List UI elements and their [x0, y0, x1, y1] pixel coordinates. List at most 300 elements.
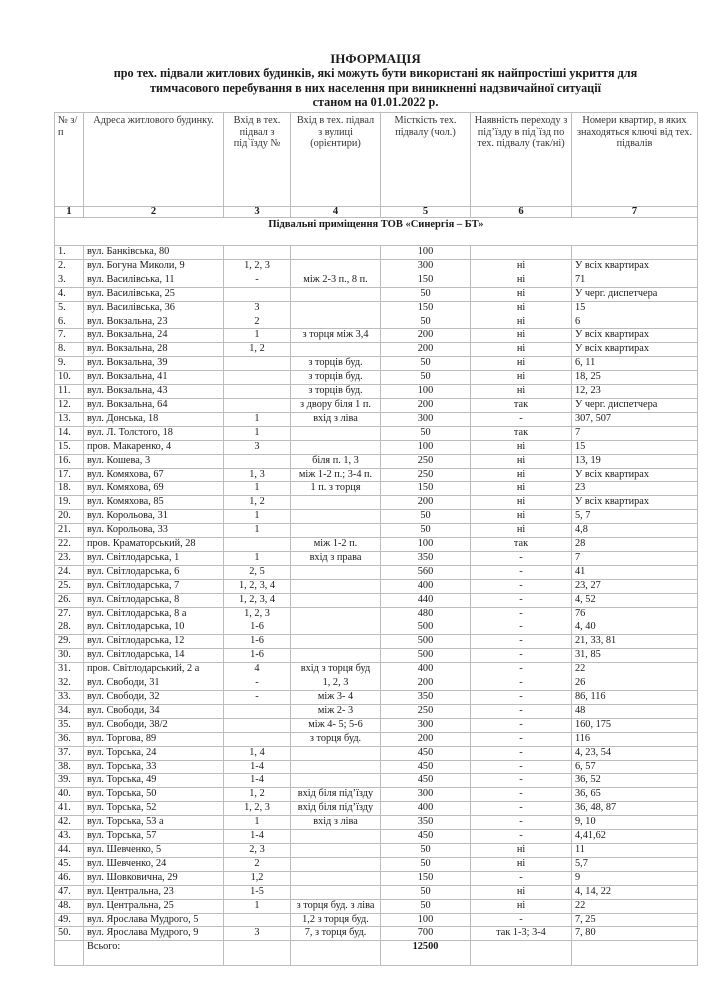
cell-row-number: 32. — [55, 677, 84, 691]
cell-capacity: 480 — [381, 607, 471, 621]
cell-entrance-street — [291, 857, 381, 871]
cell-entrance-street: з торця між 3,4 — [291, 329, 381, 343]
table-row — [55, 524, 698, 538]
cell-key-apartments: У черг. диспетчера — [572, 398, 698, 412]
table-row — [55, 663, 698, 677]
cell-key-apartments: 9 — [572, 871, 698, 885]
table-row — [55, 746, 698, 760]
table-row — [55, 607, 698, 621]
cell-key-apartments: 4,8 — [572, 524, 698, 538]
cell-capacity: 450 — [381, 760, 471, 774]
cell-row-number: 6. — [55, 315, 84, 329]
table-row — [55, 691, 698, 705]
cell-passage: ні — [471, 899, 572, 913]
cell-address: вул. Свободи, 34 — [84, 704, 224, 718]
table-row — [55, 830, 698, 844]
cell-capacity: 50 — [381, 524, 471, 538]
table-row — [55, 398, 698, 412]
cell-key-apartments: 15 — [572, 440, 698, 454]
table-row — [55, 315, 698, 329]
title-subheading-2: тимчасового перебування в них населення при виникненні надзвичайної ситуації — [150, 81, 601, 95]
cell-entrance-street: з торця буд. — [291, 732, 381, 746]
cell-address: вул. Світлодарська, 10 — [84, 621, 224, 635]
cell-address: вул. Свободи, 31 — [84, 677, 224, 691]
table-row — [55, 802, 698, 816]
cell-passage: - — [471, 649, 572, 663]
cell-capacity: 350 — [381, 551, 471, 565]
table-row — [55, 843, 698, 857]
cell-entrance-street — [291, 259, 381, 273]
cell-capacity: 50 — [381, 899, 471, 913]
cell-capacity: 100 — [381, 246, 471, 260]
header-passage: Наявність переходу з під’їзду в під`їзд по тех. підвалу (так/ні) — [471, 113, 572, 207]
cell-entrance-stairwell: 2, 5 — [224, 565, 291, 579]
cell-passage: ні — [471, 496, 572, 510]
cell-row-number: 26. — [55, 593, 84, 607]
cell-address: вул. Торська, 49 — [84, 774, 224, 788]
cell-capacity: 50 — [381, 426, 471, 440]
cell-entrance-stairwell: 2, 3 — [224, 843, 291, 857]
cell-capacity: 200 — [381, 343, 471, 357]
table-row — [55, 732, 698, 746]
table-row — [55, 412, 698, 426]
cell-key-apartments: У всіх квартирах — [572, 468, 698, 482]
cell-entrance-stairwell: 3 — [224, 927, 291, 941]
table-row — [55, 551, 698, 565]
cell-key-apartments: 7, 25 — [572, 913, 698, 927]
cell-entrance-stairwell — [224, 398, 291, 412]
cell-entrance-street: між 1-2 п.; 3-4 п. — [291, 468, 381, 482]
table-row — [55, 454, 698, 468]
cell-key-apartments: 76 — [572, 607, 698, 621]
cell-key-apartments: 7 — [572, 426, 698, 440]
total-label: Всього: — [84, 941, 224, 966]
cell-entrance-street: вхід з ліва — [291, 412, 381, 426]
table-row — [55, 788, 698, 802]
cell-entrance-stairwell: 1, 2, 3, 4 — [224, 579, 291, 593]
table-row — [55, 927, 698, 941]
cell-key-apartments: 6 — [572, 315, 698, 329]
cell-entrance-stairwell: - — [224, 691, 291, 705]
table-row — [55, 621, 698, 635]
cell-passage: - — [471, 913, 572, 927]
cell-entrance-stairwell: 1, 2, 3 — [224, 259, 291, 273]
cell-passage: так — [471, 426, 572, 440]
cell-key-apartments: 71 — [572, 273, 698, 287]
cell-capacity: 50 — [381, 371, 471, 385]
cell-entrance-stairwell: 3 — [224, 301, 291, 315]
cell-key-apartments: 36, 65 — [572, 788, 698, 802]
cell-capacity: 50 — [381, 857, 471, 871]
cell-entrance-street — [291, 649, 381, 663]
cell-passage: - — [471, 746, 572, 760]
cell-address: вул. Корольова, 31 — [84, 510, 224, 524]
cell-row-number: 45. — [55, 857, 84, 871]
table-row — [55, 246, 698, 260]
cell-row-number: 33. — [55, 691, 84, 705]
cell-key-apartments: 18, 25 — [572, 371, 698, 385]
cell-entrance-street: 1 п. з торця — [291, 482, 381, 496]
header-address: Адреса житлового будинку. — [84, 113, 224, 207]
cell-key-apartments: 160, 175 — [572, 718, 698, 732]
cell-entrance-street — [291, 287, 381, 301]
total-value: 12500 — [381, 941, 471, 966]
table-row — [55, 774, 698, 788]
cell-row-number: 3. — [55, 273, 84, 287]
cell-address: вул. Вокзальна, 23 — [84, 315, 224, 329]
cell-row-number: 39. — [55, 774, 84, 788]
cell-passage: ні — [471, 329, 572, 343]
total-empty-cell — [471, 941, 572, 966]
cell-passage: так 1-3; 3-4 — [471, 927, 572, 941]
table-row — [55, 538, 698, 552]
table-row — [55, 273, 698, 287]
column-number-row — [55, 207, 698, 218]
cell-row-number: 30. — [55, 649, 84, 663]
cell-passage: ні — [471, 454, 572, 468]
cell-entrance-street: між 2- 3 — [291, 704, 381, 718]
table-row — [55, 885, 698, 899]
cell-address: вул. Торська, 24 — [84, 746, 224, 760]
cell-address: вул. Світлодарська, 1 — [84, 551, 224, 565]
cell-capacity: 300 — [381, 718, 471, 732]
cell-row-number: 5. — [55, 301, 84, 315]
cell-key-apartments: 4, 52 — [572, 593, 698, 607]
cell-row-number: 13. — [55, 412, 84, 426]
cell-passage: ні — [471, 259, 572, 273]
table-row — [55, 440, 698, 454]
cell-capacity: 500 — [381, 635, 471, 649]
cell-capacity: 500 — [381, 649, 471, 663]
cell-address: вул. Ярослава Мудрого, 9 — [84, 927, 224, 941]
cell-row-number: 14. — [55, 426, 84, 440]
cell-entrance-street — [291, 635, 381, 649]
cell-entrance-stairwell: 1-6 — [224, 621, 291, 635]
cell-row-number: 7. — [55, 329, 84, 343]
cell-capacity: 300 — [381, 259, 471, 273]
cell-key-apartments: 26 — [572, 677, 698, 691]
cell-key-apartments: 13, 19 — [572, 454, 698, 468]
cell-key-apartments: 5, 7 — [572, 510, 698, 524]
cell-passage: - — [471, 760, 572, 774]
cell-entrance-stairwell — [224, 371, 291, 385]
cell-address: вул. Богуна Миколи, 9 — [84, 259, 224, 273]
cell-capacity: 100 — [381, 440, 471, 454]
cell-key-apartments: 15 — [572, 301, 698, 315]
cell-capacity: 250 — [381, 704, 471, 718]
cell-passage: ні — [471, 885, 572, 899]
cell-row-number: 11. — [55, 385, 84, 399]
cell-entrance-stairwell: 1 — [224, 510, 291, 524]
cell-capacity: 300 — [381, 788, 471, 802]
cell-entrance-street — [291, 510, 381, 524]
cell-entrance-stairwell — [224, 454, 291, 468]
cell-capacity: 250 — [381, 454, 471, 468]
cell-capacity: 100 — [381, 385, 471, 399]
cell-address: вул. Центральна, 25 — [84, 899, 224, 913]
cell-capacity: 50 — [381, 885, 471, 899]
cell-row-number: 17. — [55, 468, 84, 482]
cell-entrance-street — [291, 579, 381, 593]
cell-address: вул. Вокзальна, 28 — [84, 343, 224, 357]
column-number: 7 — [572, 207, 698, 218]
total-row — [55, 941, 698, 966]
cell-passage: так — [471, 538, 572, 552]
cell-key-apartments: У всіх квартирах — [572, 259, 698, 273]
cell-address: вул. Комяхова, 67 — [84, 468, 224, 482]
cell-address: вул. Донська, 18 — [84, 412, 224, 426]
column-number: 6 — [471, 207, 572, 218]
cell-row-number: 1. — [55, 246, 84, 260]
cell-entrance-street — [291, 830, 381, 844]
cell-capacity: 150 — [381, 871, 471, 885]
cell-entrance-street — [291, 565, 381, 579]
cell-passage: ні — [471, 287, 572, 301]
cell-address: вул. Л. Толстого, 18 — [84, 426, 224, 440]
cell-entrance-street: між 3- 4 — [291, 691, 381, 705]
cell-passage: ні — [471, 524, 572, 538]
cell-address: вул. Вокзальна, 64 — [84, 398, 224, 412]
cell-entrance-stairwell — [224, 385, 291, 399]
cell-key-apartments: 36, 48, 87 — [572, 802, 698, 816]
cell-entrance-street: між 4- 5; 5-6 — [291, 718, 381, 732]
cell-entrance-stairwell: 1-4 — [224, 760, 291, 774]
cell-address: вул. Торська, 53 а — [84, 816, 224, 830]
cell-entrance-street: вхід з права — [291, 551, 381, 565]
cell-passage: - — [471, 607, 572, 621]
table-row — [55, 357, 698, 371]
cell-key-apartments: 4, 23, 54 — [572, 746, 698, 760]
cell-entrance-stairwell: 1 — [224, 426, 291, 440]
cell-entrance-stairwell — [224, 913, 291, 927]
cell-passage: - — [471, 677, 572, 691]
cell-entrance-street — [291, 871, 381, 885]
cell-capacity: 450 — [381, 746, 471, 760]
cell-passage: - — [471, 551, 572, 565]
cell-passage: ні — [471, 468, 572, 482]
cell-key-apartments: 5,7 — [572, 857, 698, 871]
cell-capacity: 200 — [381, 496, 471, 510]
cell-entrance-street — [291, 885, 381, 899]
cell-entrance-stairwell: 1, 2, 3 — [224, 802, 291, 816]
cell-row-number: 20. — [55, 510, 84, 524]
cell-key-apartments: 22 — [572, 899, 698, 913]
cell-row-number: 2. — [55, 259, 84, 273]
cell-key-apartments: 4,41,62 — [572, 830, 698, 844]
cell-address: вул. Корольова, 33 — [84, 524, 224, 538]
cell-address: вул. Свободи, 38/2 — [84, 718, 224, 732]
header-entrance-from-street: Вхід в тех. підвал з вулиці (орієнтири) — [291, 113, 381, 207]
cell-entrance-stairwell: 1,2 — [224, 871, 291, 885]
cell-passage: - — [471, 593, 572, 607]
cell-address: вул. Світлодарська, 8 а — [84, 607, 224, 621]
cell-capacity: 350 — [381, 691, 471, 705]
cell-passage: - — [471, 691, 572, 705]
cell-passage: - — [471, 774, 572, 788]
cell-entrance-stairwell: 1 — [224, 329, 291, 343]
cell-entrance-street — [291, 746, 381, 760]
cell-passage: - — [471, 663, 572, 677]
cell-address: вул. Ярослава Мудрого, 5 — [84, 913, 224, 927]
cell-address: вул. Вокзальна, 24 — [84, 329, 224, 343]
cell-passage: - — [471, 732, 572, 746]
cell-entrance-street: з двору біля 1 п. — [291, 398, 381, 412]
cell-passage: ні — [471, 343, 572, 357]
cell-passage: ні — [471, 843, 572, 857]
section-row — [55, 218, 698, 246]
cell-address: вул. Комяхова, 85 — [84, 496, 224, 510]
cell-address: вул. Світлодарська, 14 — [84, 649, 224, 663]
cell-key-apartments: 28 — [572, 538, 698, 552]
cell-capacity: 150 — [381, 482, 471, 496]
cell-address: вул. Шовковична, 29 — [84, 871, 224, 885]
cell-key-apartments: 9, 10 — [572, 816, 698, 830]
cell-row-number: 29. — [55, 635, 84, 649]
table-row — [55, 301, 698, 315]
cell-key-apartments: У всіх квартирах — [572, 329, 698, 343]
cell-entrance-street: з торців буд. — [291, 357, 381, 371]
total-empty-cell — [224, 941, 291, 966]
cell-capacity: 450 — [381, 830, 471, 844]
cell-capacity: 100 — [381, 913, 471, 927]
cell-entrance-street: вхід з торця буд — [291, 663, 381, 677]
cell-capacity: 700 — [381, 927, 471, 941]
cell-row-number: 12. — [55, 398, 84, 412]
cell-entrance-stairwell: 1, 2 — [224, 343, 291, 357]
cell-entrance-stairwell: 2 — [224, 857, 291, 871]
cell-entrance-stairwell — [224, 538, 291, 552]
cell-row-number: 48. — [55, 899, 84, 913]
cell-key-apartments — [572, 246, 698, 260]
cell-entrance-stairwell: 1-4 — [224, 830, 291, 844]
table-row — [55, 259, 698, 273]
cell-passage: - — [471, 621, 572, 635]
table-row — [55, 329, 698, 343]
cell-entrance-street — [291, 315, 381, 329]
cell-entrance-stairwell: 1, 2, 3 — [224, 607, 291, 621]
cell-row-number: 9. — [55, 357, 84, 371]
cell-entrance-stairwell: 1 — [224, 482, 291, 496]
cell-row-number: 19. — [55, 496, 84, 510]
cell-address: вул. Торська, 50 — [84, 788, 224, 802]
cell-address: вул. Василівська, 11 — [84, 273, 224, 287]
cell-entrance-stairwell — [224, 704, 291, 718]
cell-entrance-street — [291, 760, 381, 774]
table-row — [55, 468, 698, 482]
cell-entrance-street: 1, 2, 3 — [291, 677, 381, 691]
cell-passage: - — [471, 565, 572, 579]
cell-entrance-stairwell: 1-6 — [224, 635, 291, 649]
cell-capacity: 400 — [381, 663, 471, 677]
cell-entrance-stairwell: 1 — [224, 816, 291, 830]
table-row — [55, 482, 698, 496]
cell-capacity: 450 — [381, 774, 471, 788]
cell-entrance-stairwell: 1, 4 — [224, 746, 291, 760]
table-row — [55, 704, 698, 718]
cell-passage: ні — [471, 482, 572, 496]
cell-entrance-stairwell — [224, 718, 291, 732]
table-row — [55, 857, 698, 871]
title-heading: ІНФОРМАЦІЯ — [330, 51, 421, 66]
cell-key-apartments: 4, 40 — [572, 621, 698, 635]
table-row — [55, 635, 698, 649]
cell-capacity: 50 — [381, 843, 471, 857]
cell-passage: - — [471, 579, 572, 593]
cell-row-number: 37. — [55, 746, 84, 760]
cell-entrance-street: між 2-3 п., 8 п. — [291, 273, 381, 287]
cell-entrance-street — [291, 343, 381, 357]
cell-capacity: 50 — [381, 287, 471, 301]
cell-entrance-street: вхід біля під’їзду — [291, 802, 381, 816]
cell-row-number: 31. — [55, 663, 84, 677]
cell-address: вул. Торська, 52 — [84, 802, 224, 816]
table-row — [55, 816, 698, 830]
total-empty-cell — [291, 941, 381, 966]
cell-row-number: 34. — [55, 704, 84, 718]
cell-passage: - — [471, 718, 572, 732]
cell-capacity: 560 — [381, 565, 471, 579]
cell-entrance-street — [291, 524, 381, 538]
cell-entrance-street — [291, 440, 381, 454]
cell-key-apartments: 21, 33, 81 — [572, 635, 698, 649]
cell-key-apartments: У всіх квартирах — [572, 496, 698, 510]
cell-capacity: 150 — [381, 273, 471, 287]
cell-address: вул. Торська, 57 — [84, 830, 224, 844]
cell-row-number: 16. — [55, 454, 84, 468]
table-body — [55, 246, 698, 966]
cell-address: вул. Світлодарська, 7 — [84, 579, 224, 593]
cell-key-apartments: 12, 23 — [572, 385, 698, 399]
header-number: № з/п — [55, 113, 84, 207]
cell-passage: так — [471, 398, 572, 412]
cell-passage: ні — [471, 273, 572, 287]
cell-address: пров. Світлодарський, 2 а — [84, 663, 224, 677]
cell-address: вул. Василівська, 36 — [84, 301, 224, 315]
cell-key-apartments: 7 — [572, 551, 698, 565]
cell-key-apartments: 41 — [572, 565, 698, 579]
cell-row-number: 43. — [55, 830, 84, 844]
cell-capacity: 500 — [381, 621, 471, 635]
cell-row-number: 49. — [55, 913, 84, 927]
cell-address: вул. Центральна, 23 — [84, 885, 224, 899]
cell-address: вул. Світлодарська, 12 — [84, 635, 224, 649]
cell-key-apartments: У черг. диспетчера — [572, 287, 698, 301]
total-empty-cell — [55, 941, 84, 966]
table-row — [55, 496, 698, 510]
cell-capacity: 300 — [381, 412, 471, 426]
cell-entrance-street: 1,2 з торця буд. — [291, 913, 381, 927]
cell-row-number: 50. — [55, 927, 84, 941]
cell-row-number: 27. — [55, 607, 84, 621]
cell-key-apartments: У всіх квартирах — [572, 343, 698, 357]
total-empty-cell — [572, 941, 698, 966]
column-number: 3 — [224, 207, 291, 218]
cell-entrance-street: біля п. 1, 3 — [291, 454, 381, 468]
cell-entrance-stairwell: 4 — [224, 663, 291, 677]
cell-address: вул. Шевченко, 24 — [84, 857, 224, 871]
table-row — [55, 913, 698, 927]
cell-entrance-street — [291, 246, 381, 260]
cell-capacity: 200 — [381, 732, 471, 746]
cell-key-apartments: 23 — [572, 482, 698, 496]
table-header-row — [55, 113, 698, 207]
cell-entrance-stairwell: - — [224, 273, 291, 287]
cell-row-number: 38. — [55, 760, 84, 774]
cell-address: вул. Світлодарська, 8 — [84, 593, 224, 607]
table-row — [55, 677, 698, 691]
cell-capacity: 50 — [381, 357, 471, 371]
cell-passage: - — [471, 802, 572, 816]
